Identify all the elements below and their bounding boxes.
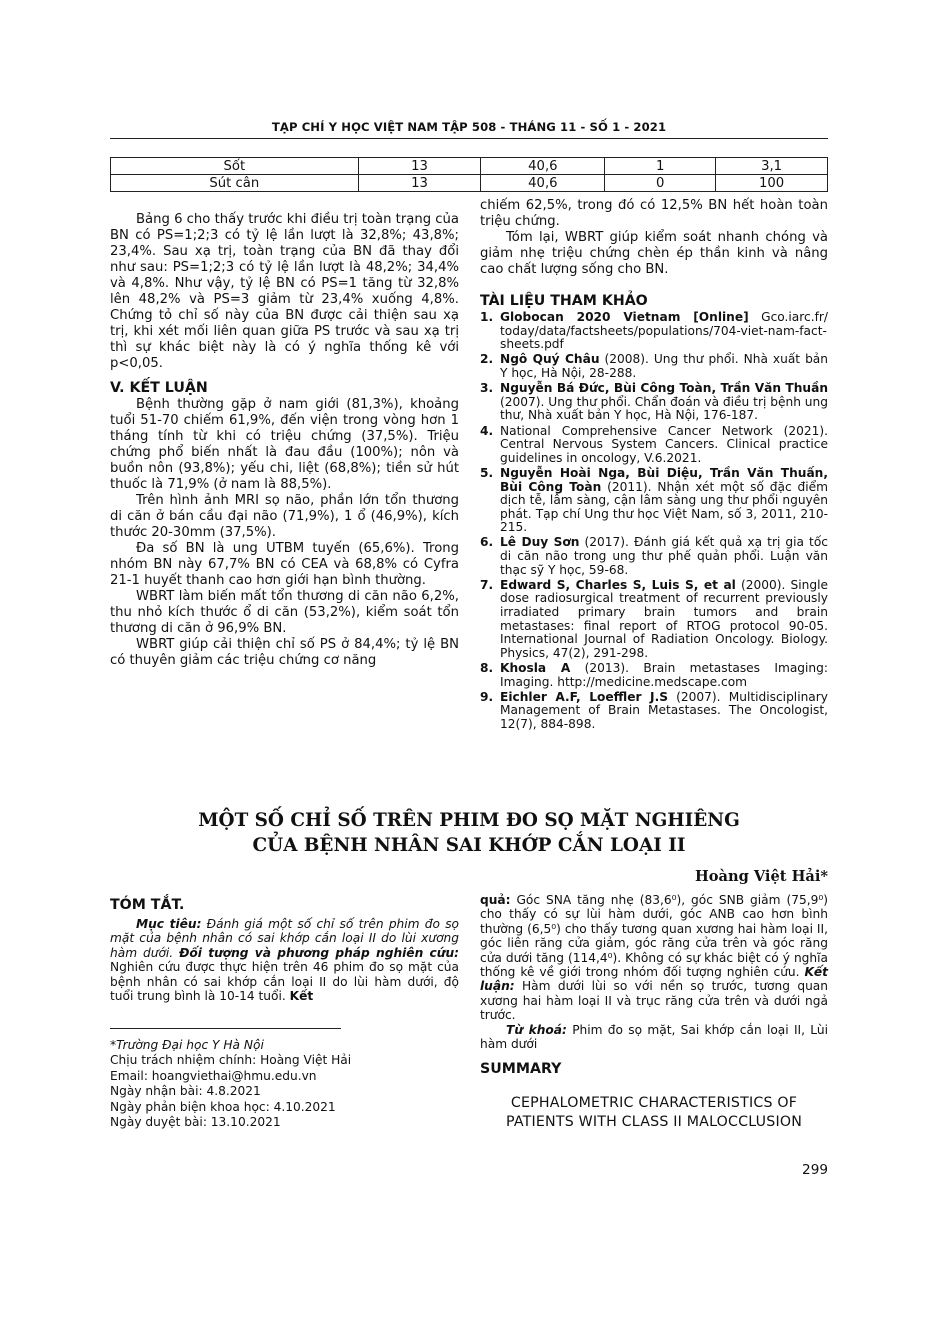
reference-number: 4. xyxy=(480,423,494,438)
reference-number: 7. xyxy=(480,577,494,592)
footnote xyxy=(110,1038,459,1130)
table-cell: 3,1 xyxy=(716,158,828,175)
left-column xyxy=(110,212,459,669)
reference-authors: Ngô Quý Châu xyxy=(500,352,600,367)
reference-authors: Nguyễn Bá Đức, Bùi Công Toàn, Trần Văn Thuần xyxy=(500,381,828,396)
abstract-text: quả: Góc SNA tăng nhẹ (83,6⁰), góc SNB giảm (75,9⁰) cho thấy có sự lùi hàm dưới, góc ANB cao hơn bình thường (6,5⁰) cho thấy tương quan xương hai hàm loại II, góc liên răng cửa giảm, góc răng cửa trên và góc răng cửa dưới tăng (114,4⁰). Không có sự khác biệt có ý nghĩa thống kê về giới trong nhóm đối tượng nghiên cứu. Kết luận: Hàm dưới lùi so với nền sọ trước, tương quan xương hai hàm loại II và trục răng cửa trên và dưới ngả trước. xyxy=(480,893,828,1023)
header-rule xyxy=(110,138,828,139)
reference-number: 9. xyxy=(480,689,494,704)
references-heading: TÀI LIỆU THAM KHẢO xyxy=(480,293,648,309)
summary-heading: SUMMARY xyxy=(480,1061,562,1078)
section-heading: V. KẾT LUẬN xyxy=(110,380,208,396)
reference-item xyxy=(480,311,828,352)
paragraph: chiếm 62,5%, trong đó có 12,5% BN hết hoàn toàn triệu chứng. xyxy=(480,198,828,229)
reference-item xyxy=(480,425,828,466)
paragraph: Trên hình ảnh MRI sọ não, phần lớn tổn thương di căn ở bán cầu đại não (71,9%), 1 ổ (46,9%), kích thước 20-30mm (37,5%). xyxy=(110,493,459,540)
reference-number: 5. xyxy=(480,465,494,480)
paragraph: Đa số BN là ung UTBM tuyến (65,6%). Trong nhóm BN này 67,7% BN có CEA và 68,8% có Cyfra 21-1 huyết thanh cao hơn giới hạn bình thường. xyxy=(110,541,459,588)
table-cell: 0 xyxy=(605,175,716,192)
reference-item xyxy=(480,353,828,380)
table-cell: 40,6 xyxy=(481,175,605,192)
reference-item xyxy=(480,536,828,577)
keywords-label: Từ khoá: xyxy=(506,1022,567,1037)
reference-number: 3. xyxy=(480,381,494,396)
article-author: Hoàng Việt Hải* xyxy=(694,868,828,885)
table-row xyxy=(111,175,828,192)
reference-text: (2017). Đánh giá kết quả xạ trị gia tốc di căn não trong ung thư phế quản phổi. Luận văn thạc sỹ Y học, 59-68. xyxy=(500,535,828,577)
reference-number: 8. xyxy=(480,661,494,675)
reference-text: Gco.iarc.fr/ today/data/factsheets/populations/704-viet-nam-fact-sheets.pdf xyxy=(500,310,828,352)
footnote-line: Email: hoangviethai@hmu.edu.vn xyxy=(110,1068,317,1083)
footnote-line: Ngày nhận bài: 4.8.2021 xyxy=(110,1084,261,1099)
footnote-line: Ngày phản biện khoa học: 4.10.2021 xyxy=(110,1099,336,1114)
reference-text: National Comprehensive Cancer Network (2021). Central Nervous System Cancers. Clinical practice guidelines in oncology, V.6.2021. xyxy=(500,423,828,465)
abstract-heading: TÓM TẮT. xyxy=(110,897,185,913)
reference-text: (2007). Multidisciplinary Management of Brain Metastases. The Oncologist, 12(7), 884-898. xyxy=(500,689,828,731)
table-cell: 1 xyxy=(605,158,716,175)
footnote-rule xyxy=(110,1028,341,1029)
running-header: TẠP CHÍ Y HỌC VIỆT NAM TẬP 508 - THÁNG 11 - SỐ 1 - 2021 xyxy=(271,120,667,134)
reference-text: (2008). Ung thư phổi. Nhà xuất bản Y học, Hà Nội, 28-288. xyxy=(500,352,828,380)
page-number: 299 xyxy=(802,1162,828,1178)
table-cell: Sút cân xyxy=(111,175,359,192)
table-cell: 100 xyxy=(716,175,828,192)
abstract-right xyxy=(480,893,828,1078)
right-column xyxy=(480,198,828,733)
results-table-body xyxy=(111,158,828,192)
reference-item xyxy=(480,382,828,423)
paragraph: WBRT giúp cải thiện chỉ số PS ở 84,4%; tỷ lệ BN có thuyên giảm các triệu chứng cơ năng xyxy=(110,637,459,668)
paragraph: Bảng 6 cho thấy trước khi điều trị toàn trạng của BN có PS=1;2;3 có tỷ lệ lần lượt là 32,8%; 43,8%; 23,4%. Sau xạ trị, toàn trạng của BN đã thay đổi như sau: PS=1;2;3 có tỷ lệ lần lượt là 48,2%; 34,4% và 4,8%. Như vậy, tỷ lệ BN có PS=1 tăng từ 32,8% lên 48,2% và PS=3 giảm từ 23,4% xuống 4,8%. Chứng tỏ chỉ số này của BN được cải thiện sau xạ trị, khi xét mối liên quan giữa PS trước và sau xạ trị thì sự khác biệt này là có ý nghĩa thống kê với p<0,05. xyxy=(110,212,459,371)
abstract-left xyxy=(110,896,459,1003)
abstract-label: Kết luận: xyxy=(480,965,828,994)
results-table xyxy=(110,157,828,192)
footnote-affiliation: *Trường Đại học Y Hà Nội xyxy=(110,1038,264,1052)
article-title-line: CỦA BỆNH NHÂN SAI KHỚP CẮN LOẠI II xyxy=(252,835,686,856)
reference-authors: Globocan 2020 Vietnam [Online] xyxy=(500,310,749,324)
table-cell: Sốt xyxy=(111,158,359,175)
reference-authors: Eichler A.F, Loeffler J.S xyxy=(500,689,668,704)
reference-text: (2000). Single dose radiosurgical treatment of recurrent previously irradiated primary brain tumors and brain metastases: final report of RTOG protocol 90-05. International Journal of Radiation Oncology. Biology. Physics, 47(2), 291-298. xyxy=(500,577,828,660)
abstract-label: quả: xyxy=(480,893,511,907)
reference-number: 1. xyxy=(480,310,494,324)
reference-number: 6. xyxy=(480,535,494,550)
footnote-line: Chịu trách nhiệm chính: Hoàng Việt Hải xyxy=(110,1053,352,1068)
abstract-label: Đối tượng và phương pháp nghiên cứu: xyxy=(179,945,459,960)
paragraph: Bệnh thường gặp ở nam giới (81,3%), khoảng tuổi 51-70 chiếm 61,9%, đến viện trong vòng hơn 1 tháng tính từ khi có triệu chứng (37,5%). Triệu chứng phổ biến nhất là đau đầu (100%); nôn và buồn nôn (93,8%); yếu chi, liệt (68,8%); tiền sử hút thuốc là 71,9% (ở nam là 88,5%). xyxy=(110,397,459,492)
article-title-line: MỘT SỐ CHỈ SỐ TRÊN PHIM ĐO SỌ MẶT NGHIÊNG xyxy=(198,810,740,831)
table-row xyxy=(111,158,828,175)
abstract-label: Mục tiêu: xyxy=(136,917,202,931)
reference-item xyxy=(480,579,828,661)
abstract-label: Kết xyxy=(289,989,314,1004)
reference-item xyxy=(480,691,828,732)
abstract-text: Mục tiêu: Đánh giá một số chỉ số trên phim đo sọ mặt của bệnh nhân có sai khớp cắn loại II do lùi xương hàm dưới. Đối tượng và phương pháp nghiên cứu: Nghiên cứu được thực hiện trên 46 phim đo sọ mặt của bệnh nhân có sai khớp cắn loại II do lùi hàm dưới, độ tuổi trung bình là 10-14 tuổi. Kết xyxy=(110,917,459,1004)
reference-item xyxy=(480,467,828,535)
paragraph: WBRT làm biến mất tổn thương di căn não 6,2%, thu nhỏ kích thước ổ di căn (53,2%), kiểm soát tổn thương di căn ở 96,9% BN. xyxy=(110,589,459,636)
footnote-line: Ngày duyệt bài: 13.10.2021 xyxy=(110,1115,281,1130)
references-list xyxy=(480,311,828,732)
reference-text: (2011). Nhận xét một số đặc điểm dịch tễ, lâm sàng, cận lâm sàng ung thư phổi nguyên phát. Tạp chí Ung thư học Việt Nam, số 3, 2011, 210-215. xyxy=(500,479,828,535)
reference-number: 2. xyxy=(480,352,494,367)
reference-authors: Nguyễn Hoài Nga, Bùi Diệu, Trần Văn Thuấn, Bùi Công Toàn xyxy=(500,465,828,494)
table-cell: 40,6 xyxy=(481,158,605,175)
table-cell: 13 xyxy=(358,158,481,175)
article-title xyxy=(110,808,828,858)
reference-text: (2013). Brain metastases Imaging: Imaging. http://medicine.medscape.com xyxy=(500,661,828,689)
reference-authors: Khosla A xyxy=(500,661,571,675)
paragraph: Tóm lại, WBRT giúp kiểm soát nhanh chóng và giảm nhẹ triệu chứng chèn ép thần kinh và nâng cao chất lượng sống cho BN. xyxy=(480,230,828,277)
summary-title: CEPHALOMETRIC CHARACTERISTICS OF PATIENTS WITH CLASS II MALOCCLUSION xyxy=(505,1095,803,1130)
table-cell: 13 xyxy=(358,175,481,192)
reference-authors: Edward S, Charles S, Luis S, et al xyxy=(500,577,736,592)
keywords: Từ khoá: Phim đo sọ mặt, Sai khớp cắn loại II, Lùi hàm dưới xyxy=(480,1022,828,1052)
reference-authors: Lê Duy Sơn xyxy=(500,535,580,550)
reference-item xyxy=(480,662,828,689)
reference-text: (2007). Ung thư phổi. Chẩn đoán và điều trị bệnh ung thư, Nhà xuất bản Y học, Hà Nội, 176-187. xyxy=(500,394,828,423)
